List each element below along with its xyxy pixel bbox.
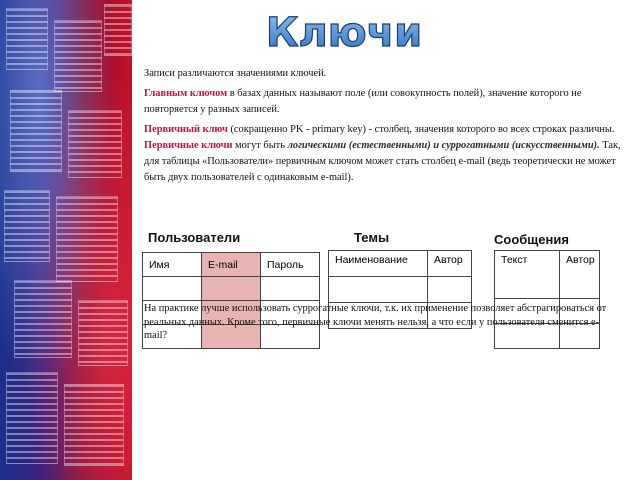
users-col-email: E-mail [202,253,261,277]
topics-cell [329,277,428,303]
main-key-definition: в базах данных называют поле (или совокупность полей), значение которого не повторяется у разных записей. [144,88,582,115]
decorative-database-collage [0,0,132,480]
collage-tile [6,372,58,464]
users-cell [261,277,320,301]
topics-col-title: Наименование [329,251,428,277]
svg-text:Ключи: Ключи [265,10,423,56]
surrogate-note [144,302,622,343]
primary-key-connector: могут быть [232,140,288,151]
collage-tile [4,190,50,262]
collage-tile [6,8,48,70]
collage-tile [64,384,124,466]
messages-col-author: Автор [560,251,600,299]
collage-tile [78,300,128,366]
messages-table-title: Сообщения [494,232,569,247]
collage-tile [104,4,132,56]
primary-key-example: Так, для таблицы «Пользователи» первичным ключом может стать столбец e-mail (ведь теоретически не может быть двух пользователей с одинаковым e-mail). [144,140,621,183]
users-cell [143,277,202,301]
messages-col-text: Текст [495,251,560,299]
primary-keys-term: Первичные ключи [144,140,233,151]
users-cell-pk [202,277,261,301]
page-title [244,6,444,56]
surrogate-note-text: На практике лучше использовать суррогатные ключи, т.к. их применение позволяет абстрагироваться от реальных данных. Кроме того, первичные ключи менять нельзя, а что если у пользователя сменится e-mail? [144,303,607,342]
topics-table-title: Темы [354,230,390,245]
collage-tile [54,20,102,92]
primary-key-paragraph [144,122,622,186]
topics-col-author: Автор [428,251,472,277]
users-col-name: Имя [143,253,202,277]
collage-tile [14,280,72,358]
users-table-title: Пользователи [148,230,241,245]
main-key-paragraph [144,86,622,118]
users-col-password: Пароль [261,253,320,277]
primary-key-definition: (сокращенно PK - primary key) - столбец, значения которого во всех строках различны. [227,124,615,135]
primary-key-term: Первичный ключ [144,124,228,135]
collage-tile [68,110,122,178]
definitions-text [144,66,622,190]
collage-tile [56,196,118,282]
intro-paragraph: Записи различаются значениями ключей. [144,68,327,79]
collage-tile [10,90,62,172]
main-key-term: Главным ключом [144,88,228,99]
topics-cell [428,277,472,303]
key-kinds: логическими (естественными) и суррогатными (искусственными). [287,140,600,151]
